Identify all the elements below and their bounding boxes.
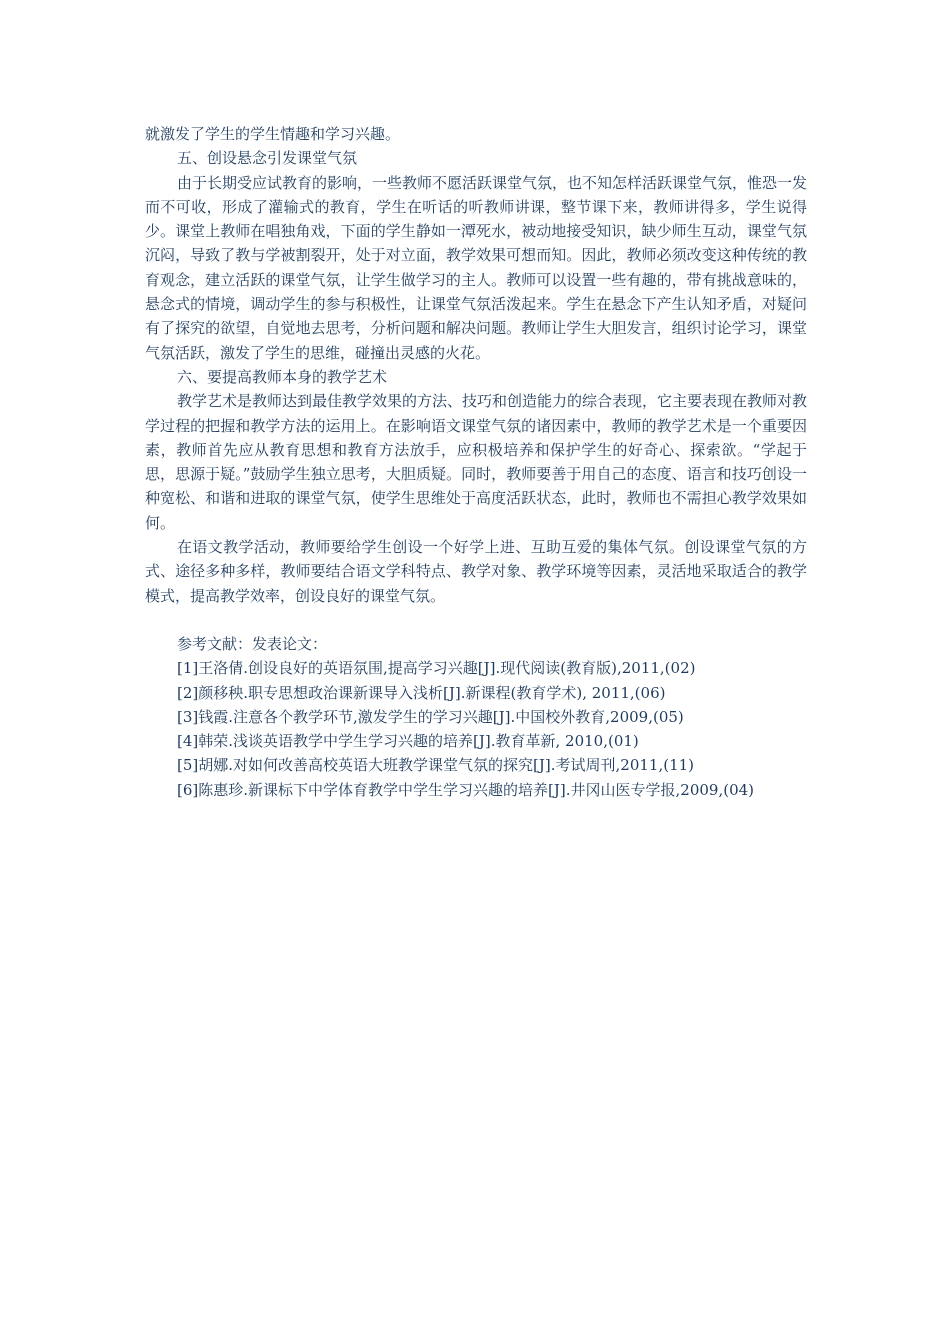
document-page (145, 122, 807, 802)
reference-item-3: [3]钱霞.注意各个教学环节,激发学生的学习兴趣[J].中国校外教育,2009,(05) (177, 707, 684, 726)
section-6-paragraph-2: 在语文教学活动，教师要给学生创设一个好学上进、互助互爱的集体气氛。创设课堂气氛的方式、途径多种多样，教师要结合语文学科特点、教学对象、教学环境等因素，灵活地采取适合的教学模式，提高教学效率，创设良好的课堂气氛。 (145, 538, 807, 605)
continuation-text: 就激发了学生的学生情趣和学习兴趣。 (145, 125, 401, 143)
reference-item-6: [6]陈惠珍.新课标下中学体育教学中学生学习兴趣的培养[J].井冈山医专学报,2009,(04) (177, 780, 755, 799)
reference-item-2: [2]颜移秧.职专思想政治课新课导入浅析[J].新课程(教育学术), 2011,(06) (177, 683, 666, 702)
section-spacer (145, 608, 807, 632)
section-6-heading: 六、要提高教师本身的教学艺术 (177, 367, 388, 386)
section-5-paragraph: 由于长期受应试教育的影响，一些教师不愿活跃课堂气氛，也不知怎样活跃课堂气氛，惟恐一发而不可收，形成了灌输式的教育，学生在听话的听教师讲课，整节课下来，教师讲得多，学生说得少。课堂上教师在唱独角戏，下面的学生静如一潭死水，被动地接受知识，缺少师生互动，课堂气氛沉闷，导致了教与学被割裂开，处于对立面，教学效果可想而知。因此，教师必须改变这种传统的教育观念，建立活跃的课堂气氛，让学生做学习的主人。教师可以设置一些有趣的，带有挑战意味的，悬念式的情境，调动学生的参与积极性，让课堂气氛活泼起来。学生在悬念下产生认知矛盾，对疑问有了探究的欲望，自觉地去思考，分析问题和解决问题。教师让学生大胆发言，组织讨论学习，课堂气氛活跃，激发了学生的思维，碰撞出灵感的火花。 (145, 173, 808, 362)
reference-item-5: [5]胡娜.对如何改善高校英语大班教学课堂气氛的探究[J].考试周刊,2011,(11) (177, 756, 695, 775)
reference-item-1: [1]王洛倩.创设良好的英语氛围,提高学习兴趣[J].现代阅读(教育版),2011,(02) (177, 659, 696, 678)
section-6-paragraph-1: 教学艺术是教师达到最佳教学效果的方法、技巧和创造能力的综合表现，它主要表现在教师对教学过程的把握和教学方法的运用上。在影响语文课堂气氛的诸因素中，教师的教学艺术是一个重要因素，教师首先应从教育思想和教育方法放手，应积极培养和保护学生的好奇心、探索欲。“学起于思，思源于疑。”鼓励学生独立思考，大胆质疑。同时，教师要善于用自己的态度、语言和技巧创设一种宽松、和谐和进取的课堂气氛，使学生思维处于高度活跃状态，此时，教师也不需担心教学效果如何。 (145, 392, 808, 532)
reference-item-4: [4]韩荣.浅谈英语教学中学生学习兴趣的培养[J].教育革新, 2010,(01) (177, 732, 639, 751)
section-5-heading: 五、创设悬念引发课堂气氛 (177, 149, 358, 168)
references-title: 参考文献：发表论文： (177, 634, 328, 653)
